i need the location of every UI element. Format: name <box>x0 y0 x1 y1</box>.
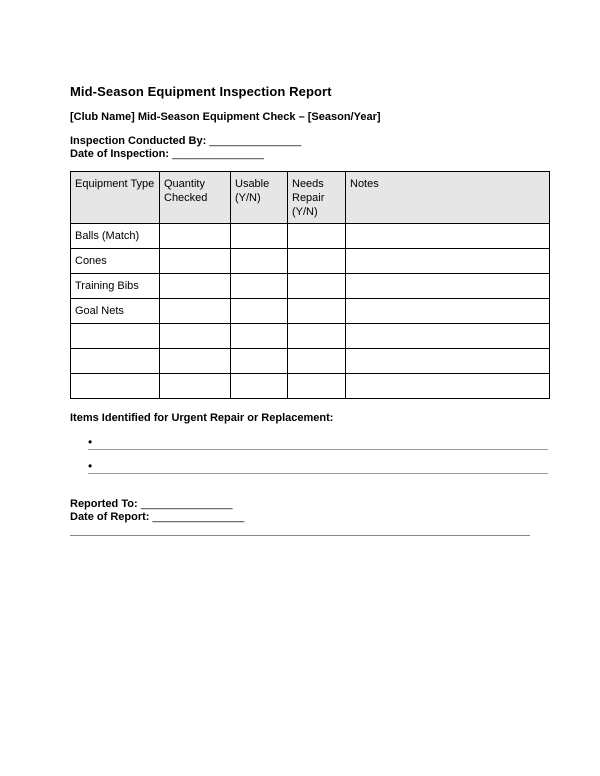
report-date-line <box>70 511 244 524</box>
table-row <box>71 374 550 399</box>
inspection-date-field[interactable]: _______________ <box>172 148 264 160</box>
bullet-icon: • <box>88 435 93 449</box>
needs-repair-cell[interactable] <box>288 299 346 324</box>
header-needs-repair: Needs Repair (Y/N) <box>288 172 346 224</box>
needs-repair-cell[interactable] <box>288 324 346 349</box>
needs-repair-cell[interactable] <box>288 274 346 299</box>
needs-repair-cell[interactable] <box>288 224 346 249</box>
equipment-type-cell[interactable]: Cones <box>71 249 160 274</box>
table-header-row <box>71 172 550 224</box>
equipment-type-cell[interactable]: Training Bibs <box>71 274 160 299</box>
notes-cell[interactable] <box>346 324 550 349</box>
equipment-table <box>70 171 550 399</box>
equipment-type-cell[interactable] <box>71 374 160 399</box>
notes-cell[interactable] <box>346 274 550 299</box>
urgent-item-2[interactable] <box>88 459 548 474</box>
divider <box>70 535 530 536</box>
quantity-cell[interactable] <box>160 274 231 299</box>
quantity-cell[interactable] <box>160 349 231 374</box>
fill-in-line <box>88 473 548 474</box>
usable-cell[interactable] <box>231 324 288 349</box>
table-row <box>71 324 550 349</box>
inspection-by-label: Inspection Conducted By: <box>70 135 207 147</box>
notes-cell[interactable] <box>346 299 550 324</box>
quantity-cell[interactable] <box>160 324 231 349</box>
notes-cell[interactable] <box>346 249 550 274</box>
quantity-cell[interactable] <box>160 224 231 249</box>
header-usable: Usable (Y/N) <box>231 172 288 224</box>
notes-cell[interactable] <box>346 349 550 374</box>
report-subtitle: [Club Name] Mid-Season Equipment Check – [Season/Year] <box>70 111 381 123</box>
equipment-type-cell[interactable]: Balls (Match) <box>71 224 160 249</box>
urgent-repairs-heading: Items Identified for Urgent Repair or Replacement: <box>70 412 334 424</box>
reported-to-line <box>70 498 232 511</box>
quantity-cell[interactable] <box>160 249 231 274</box>
needs-repair-cell[interactable] <box>288 249 346 274</box>
notes-cell[interactable] <box>346 224 550 249</box>
table-row <box>71 274 550 299</box>
inspection-date-line <box>70 148 264 161</box>
bullet-icon: • <box>88 459 93 473</box>
needs-repair-cell[interactable] <box>288 374 346 399</box>
fill-in-line <box>88 449 548 450</box>
needs-repair-cell[interactable] <box>288 349 346 374</box>
inspection-by-line <box>70 135 301 148</box>
quantity-cell[interactable] <box>160 374 231 399</box>
equipment-type-cell[interactable]: Goal Nets <box>71 299 160 324</box>
page-title: Mid-Season Equipment Inspection Report <box>70 84 332 99</box>
reported-to-field[interactable]: _______________ <box>140 498 233 510</box>
table-row <box>71 224 550 249</box>
usable-cell[interactable] <box>231 249 288 274</box>
reported-to-label: Reported To: <box>70 498 138 510</box>
header-notes: Notes <box>346 172 550 224</box>
header-quantity-checked: Quantity Checked <box>160 172 231 224</box>
usable-cell[interactable] <box>231 374 288 399</box>
table-row <box>71 349 550 374</box>
inspection-date-label: Date of Inspection: <box>70 148 170 160</box>
table-row <box>71 299 550 324</box>
inspection-by-field[interactable]: _______________ <box>209 135 302 147</box>
report-date-field[interactable]: _______________ <box>152 511 245 523</box>
usable-cell[interactable] <box>231 299 288 324</box>
usable-cell[interactable] <box>231 274 288 299</box>
equipment-type-cell[interactable] <box>71 349 160 374</box>
quantity-cell[interactable] <box>160 299 231 324</box>
notes-cell[interactable] <box>346 374 550 399</box>
urgent-item-1[interactable] <box>88 435 548 450</box>
usable-cell[interactable] <box>231 349 288 374</box>
usable-cell[interactable] <box>231 224 288 249</box>
table-row <box>71 249 550 274</box>
report-date-label: Date of Report: <box>70 511 150 523</box>
equipment-type-cell[interactable] <box>71 324 160 349</box>
header-equipment-type: Equipment Type <box>71 172 160 224</box>
